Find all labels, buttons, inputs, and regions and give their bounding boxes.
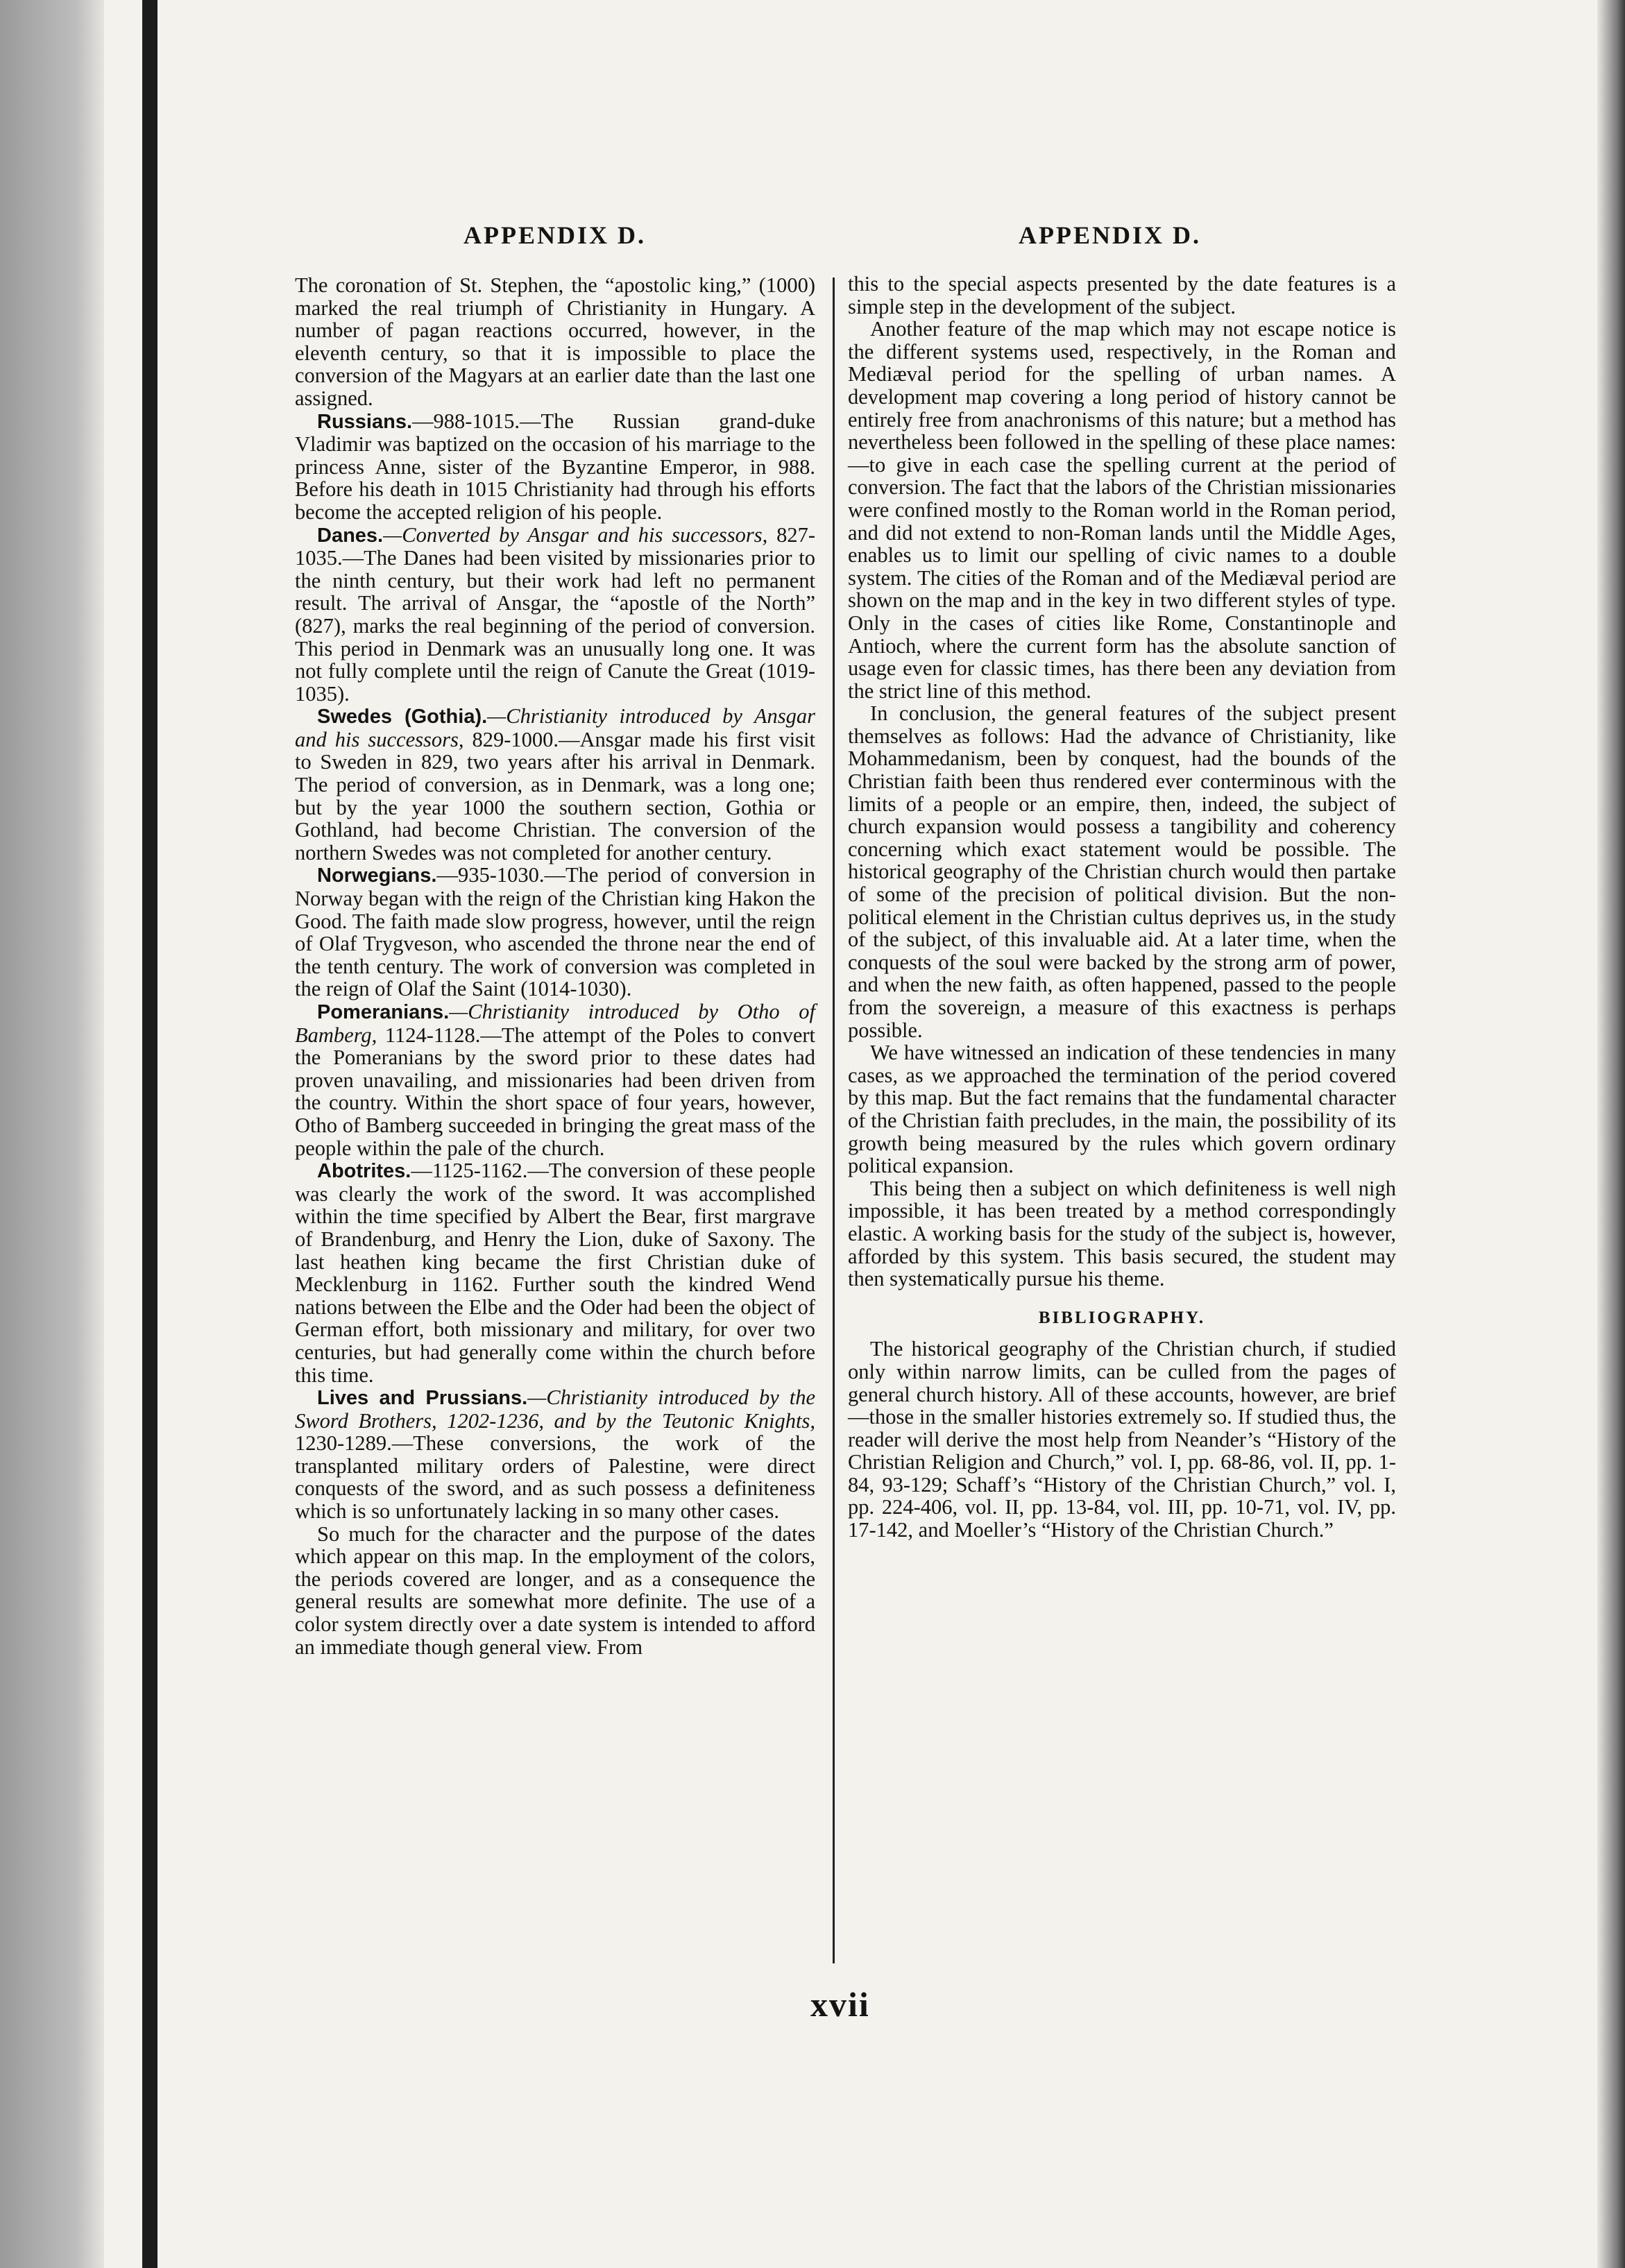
section-heading: BIBLIOGRAPHY. [1038,1308,1206,1327]
paragraph: The coronation of St. Stephen, the “apostolic king,” (1000) marked the real triumph of Christianity in Hungary. A number of pagan reactions occurred, however, in the eleventh century, so that it is impossible to place the conversion of the Magyars at an earlier date than the last one assigned. [295,273,815,410]
page-number: xvii [810,1985,870,2024]
entry-body: —1125-1162.—The conversion of these people was clearly the work of the sword. It was accomplished within the time specified by Albert the Bear, first margrave of Brandenburg, and Henry the Lion, duke of Saxony. The last heathen king became the first Christian duke of Mecklenburg in 1162. Further south the kindred Wend nations between the Elbe and the Oder had been the object of German effort, both missionary and military, for over two centuries, but had generally come within the church before this time. [295,1159,815,1387]
paragraph: In conclusion, the general features of the subject present themselves as follows: Had the advance of Christianity, like Mohammedanism, been by conquest, had the bounds of the Christian faith been thus rendered ever conterminous with the limits of a people or an empire, then, indeed, the subject of church expansion would possess a tangibility and coherency concerning which exact statement would be possible. The historical geography of the Christian church would then partake of some of the precision of political division. But the non-political element in the Christian cultus deprives us, in the study of the subject, of this invaluable aid. At a later time, when the conquests of the soul were backed by the strong arm of power, and when the new faith, as often happened, passed to the people from the sovereign, a measure of this exactness is perhaps possible. [848,701,1396,1042]
page-gutter-shadow [0,0,104,2268]
left-column [295,274,815,1658]
entry-body: 827-1035.—The Danes had been visited by missionaries prior to the ninth century, but their work had left no permanent result. The arrival of Ansgar, the “apostle of the North” (827), marks the real beginning of the period of conversion. This period in Denmark was an unusually long one. It was not fully complete until the reign of Canute the Great (1019-1035). [295,522,815,706]
entry-subtitle: —Christianity introduced by Ansgar and his successors, [295,704,815,751]
entry-paragraph [295,410,815,524]
entry-subtitle: —Christianity introduced by the Sword Brothers, 1202-1236, and by the Teutonic Knights, [295,1385,816,1433]
entry-term: Pomeranians. [317,1001,450,1023]
running-head-right: APPENDIX D. [1019,221,1201,249]
paragraph: So much for the character and the purpose of the dates which appear on this map. In the employment of the colors, the periods covered are longer, and as a consequence the general results are somewhat more definite. The use of a color system directly over a date system is intended to afford an immediate though general view. From [295,1521,815,1659]
entry-term: Norwegians. [317,864,437,887]
paragraph: This being then a subject on which definiteness is well nigh impossible, it has been treated by a method correspondingly elastic. A working basis for the study of the subject is, however, afforded by this system. This basis secured, the student may then systematically pursue his theme. [848,1176,1396,1291]
entry-paragraph [295,1000,815,1159]
paragraph: Another feature of the map which may not escape notice is the different systems used, respectively, in the Roman and Mediæval period for the spelling of urban names. A development map covering a long period of history cannot be entirely free from anachronisms of this nature; but a method has nevertheless been followed in the spelling of these place names:—to give in each case the spelling current at the period of conversion. The fact that the labors of the Christian missionaries were confined mostly to the Roman world in the Roman period, and did not extend to non-Roman lands until the Middle Ages, enables us to limit our spelling of civic names to a double system. The cities of the Roman and of the Mediæval period are shown on the map and in the key in two different styles of type. Only in the cases of cities like Rome, Constantinople and Antioch, where the current form has the absolute sanction of usage even for classic times, has there been any deviation from the strict line of this method. [848,317,1396,703]
column-rule [833,278,835,1963]
binding-edge [142,0,158,2268]
entry-paragraph [295,864,815,1000]
entry-body: 1124-1128.—The attempt of the Poles to convert the Pomeranians by the sword prior to these dates had proven unavailing, and missionaries had been driven from the country. Within the short space of four years, however, Otho of Bamberg succeeded in bringing the great mass of the people within the pale of the church. [295,1023,815,1160]
entry-term: Lives and Prussians. [317,1387,528,1410]
page-right-edge [1597,0,1625,2268]
paragraph: this to the special aspects presented by the date features is a simple step in the development of the subject. [848,272,1396,318]
paragraph: The historical geography of the Christian church, if studied only within narrow limits, can be culled from the pages of general church history. All of these accounts, however, are brief—those in the smaller histories extremely so. If studied thus, the reader will derive the most help from Neander’s “History of the Christian Religion and Church,” vol. I, pp. 68-86, vol. II, pp. 1-84, 93-129; Schaff’s “History of the Christian Church,” vol. I, pp. 224-406, vol. II, pp. 13-84, vol. III, pp. 10-71, vol. IV, pp. 17-142, and Moeller’s “History of the Christian Church.” [848,1337,1396,1542]
entry-paragraph [295,524,815,706]
entry-subtitle: —Christianity introduced by Otho of Bamberg, [295,1000,815,1047]
entry-body: —988-1015.—The Russian grand-duke Vladimir was baptized on the occasion of his marriage to the princess Anne, sister of the Byzantine Emperor, in 988. Before his death in 1015 Christianity had through his efforts become the accepted religion of his people. [295,409,815,524]
entry-term: Russians. [317,410,412,433]
entry-term: Danes. [317,524,384,547]
paragraph: We have witnessed an indication of these tendencies in many cases, as we approached the termination of the period covered by this map. But the fact remains that the fundamental character of the Christian faith precludes, in the main, the possibility of its growth being measured by the rules which govern ordinary political expansion. [848,1041,1396,1178]
entry-body: —935-1030.—The period of conversion in Norway began with the reign of the Christian king Hakon the Good. The faith made slow progress, however, until the reign of Olaf Trygveson, who ascended the throne near the end of the tenth century. The work of conversion was completed in the reign of Olaf the Saint (1014-1030). [295,863,815,1001]
entry-paragraph [295,1386,815,1523]
entry-body: 1230-1289.—These conversions, the work of the transplanted military orders of Palestine, were direct conquests of the sword, and as such possess a definiteness which is so unfortunately lacking in so many other cases. [295,1431,815,1524]
entry-body: 829-1000.—Ansgar made his first visit to Sweden in 829, two years after his arrival in Denmark. The period of conversion, as in Denmark, was a long one; but by the year 1000 the southern section, Gothia or Gothland, had become Christian. The conversion of the northern Swedes was not completed for another century. [295,727,815,864]
entry-term: Swedes (Gothia). [317,706,488,728]
entry-term: Abotrites. [317,1160,411,1183]
entry-subtitle: —Converted by Ansgar and his successors, [383,522,768,547]
entry-paragraph [295,705,815,864]
running-head-left: APPENDIX D. [463,221,646,249]
entry-paragraph [295,1159,815,1386]
right-column [848,273,1396,1542]
